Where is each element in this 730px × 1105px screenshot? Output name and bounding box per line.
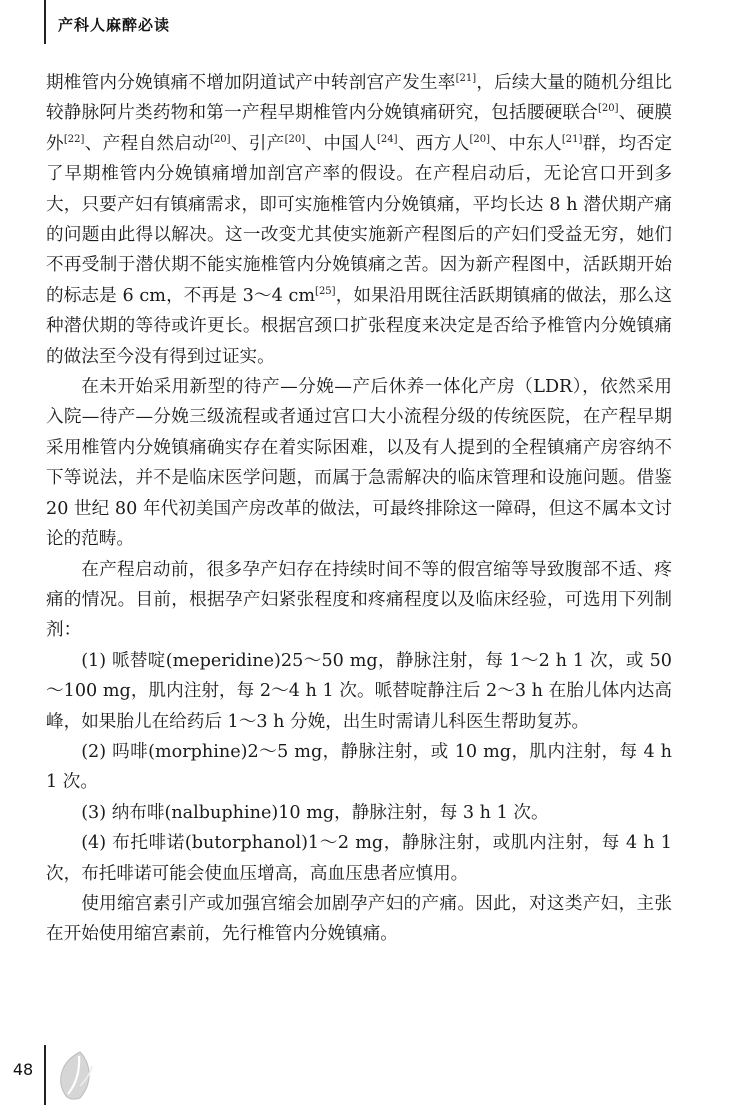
text-run: ，后续大量的随机分组比较静脉阿片类药物和第一产程早期椎管内分娩镇痛研究，包括腰硬联合 xyxy=(46,73,672,124)
drug-item-morphine: (2) 吗啡(morphine)2～5 mg，静脉注射，或 10 mg，肌内注射，每 4 h 1 次。 xyxy=(46,741,672,793)
citation: [20] xyxy=(284,133,306,145)
drug-item-meperidine: (1) 哌替啶(meperidine)25～50 mg，静脉注射，每 1～2 h 1 次，或 50～100 mg，肌内注射，每 2～4 h 1 次。哌替啶静注后 2～3 h 在胎儿体内达高峰，如果胎儿在给药后 1～3 h 分娩，出生时需请儿科医生帮助复苏。 xyxy=(46,650,672,732)
text-run: 、中东人 xyxy=(490,133,562,154)
paragraph-3: 在产程启动前，很多孕产妇存在持续时间不等的假宫缩等导致腹部不适、疼痛的情况。目前，根据孕产妇紧张程度和疼痛程度以及临床经验，可选用下列制剂： xyxy=(46,559,672,641)
citation: [20] xyxy=(210,133,231,145)
text-run: 期椎管内分娩镇痛不增加阴道试产中转剖宫产发生率 xyxy=(46,73,456,93)
running-head: 产科人麻醉必读 xyxy=(58,16,171,34)
page-number: 48 xyxy=(12,1060,34,1079)
citation: [21] xyxy=(455,73,477,84)
header-divider xyxy=(44,0,46,44)
citation: [20] xyxy=(469,133,490,145)
drug-item-nalbuphine: (3) 纳布啡(nalbuphine)10 mg，静脉注射，每 3 h 1 次。 xyxy=(81,802,549,823)
footer-divider xyxy=(44,1045,46,1105)
citation: [20] xyxy=(598,103,619,115)
paragraph-2: 在未开始采用新型的待产—分娩—产后休养一体化产房（LDR），依然采用入院—待产—分娩三级流程或者通过宫口大小流程分级的传统医院，在产程早期采用椎管内分娩镇痛确实存在着实际困难，以及有人提到的全程镇痛产房容纳不下等说法，并不是临床医学问题，而属于急需解决的临床管理和设施问题。借鉴 20 世纪 80 年代初美国产房改革的做法，可最终排除这一障碍，但这不属本文讨论的范畴。 xyxy=(46,377,672,550)
citation: [22] xyxy=(63,133,85,145)
text-run: 、中国人 xyxy=(305,133,378,154)
citation: [24] xyxy=(377,133,398,145)
paragraph-4: 使用缩宫素引产或加强宫缩会加剧孕产妇的产痛。因此，对这类产妇，主张在开始使用缩宫素前，先行椎管内分娩镇痛。 xyxy=(46,893,672,945)
paragraph-1 xyxy=(46,68,672,372)
text-run: 群，均否定了早期椎管内分娩镇痛增加剖宫产率的假设。在产程启动后，无论宫口开到多大，只要产妇有镇痛需求，即可实施椎管内分娩镇痛，平均长达 8 h 潜伏期产痛的问题由此得以解决。这一改变尤其使实施新产程图后的产妇们受益无穷，她们不再受制于潜伏期不能实施椎管内分娩镇痛之苦。因为新产程图中，活跃期开始的标志是 6 cm，不再是 3～4 cm xyxy=(46,133,672,306)
leaf-icon xyxy=(52,1046,108,1102)
citation: [25] xyxy=(315,285,336,297)
text-run: ，如果沿用既往活跃期镇痛的做法，那么这种潜伏期的等待或许更长。根据宫颈口扩张程度来决定是否给予椎管内分娩镇痛的做法至今没有得到过证实。 xyxy=(46,285,672,367)
body-text xyxy=(46,68,672,950)
text-run: 、西方人 xyxy=(397,133,470,154)
drug-item-butorphanol: (4) 布托啡诺(butorphanol)1～2 mg，静脉注射，或肌内注射，每 4 h 1 次，布托啡诺可能会使血压增高，高血压患者应慎用。 xyxy=(46,833,672,884)
text-run: 、硬膜外 xyxy=(46,103,672,154)
citation: [21] xyxy=(561,133,583,145)
text-run: 、产程自然启动 xyxy=(84,133,211,154)
text-run: 、引产 xyxy=(230,133,285,154)
